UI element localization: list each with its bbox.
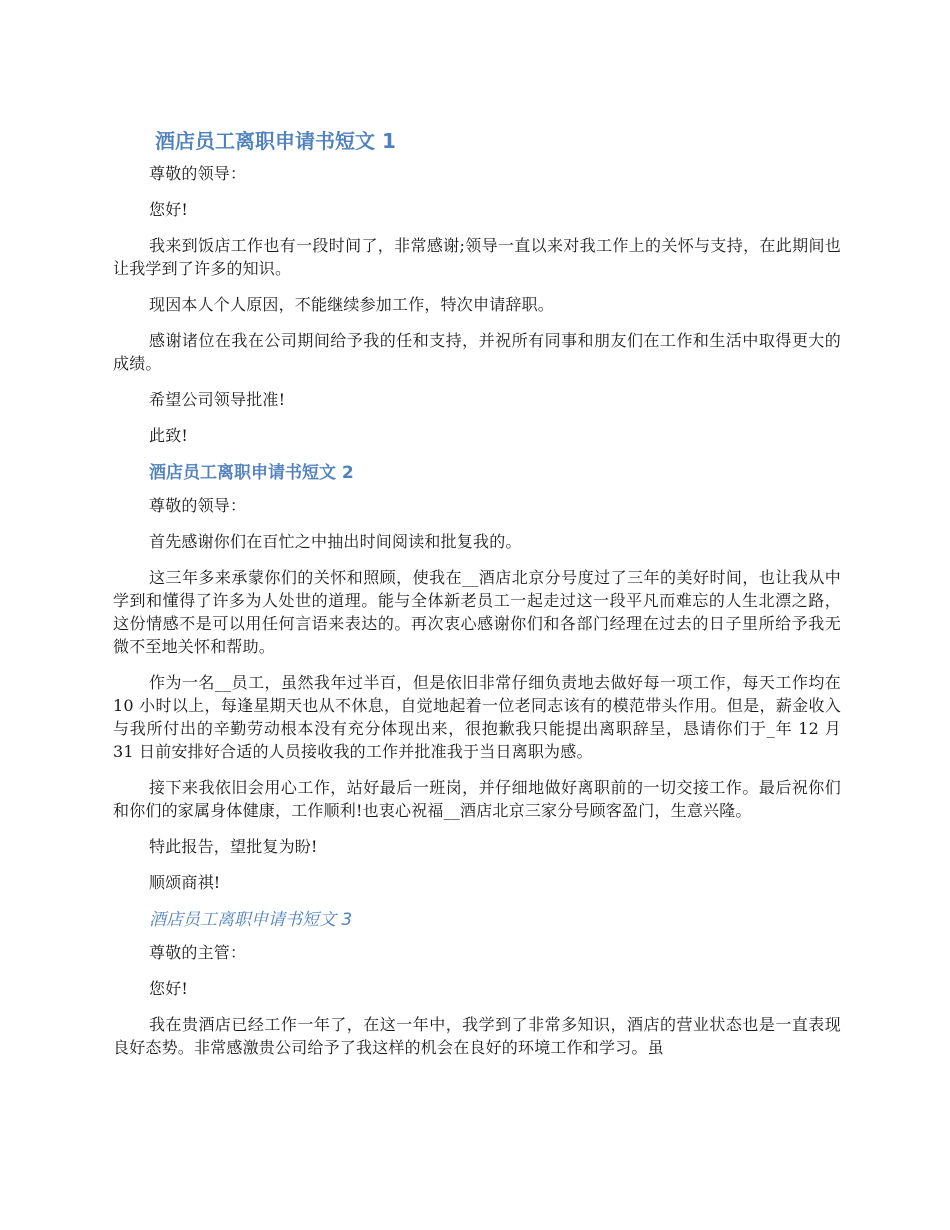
body-paragraph: 感谢诸位在我在公司期间给予我的任和支持，并祝所有同事和朋友们在工作和生活中取得更大的成绩。 (113, 331, 841, 373)
body-paragraph: 首先感谢你们在百忙之中抽出时间阅读和批复我的。 (149, 532, 522, 551)
section-1-title: 酒店员工离职申请书短文 1 (155, 129, 396, 153)
section-2-title: 酒店员工离职申请书短文 2 (149, 463, 354, 483)
body-paragraph: 我在贵酒店已经工作一年了，在这一年中，我学到了非常多知识，酒店的营业状态也是一直表现良好态势。非常感激贵公司给予了我这样的机会在良好的环境工作和学习。虽 (113, 1015, 841, 1057)
body-paragraph: 现因本人个人原因，不能继续参加工作，特次申请辞职。 (149, 295, 555, 314)
salutation: 尊敬的领导： (149, 164, 247, 183)
body-paragraph: 我来到饭店工作也有一段时间了，非常感谢;领导一直以来对我工作上的关怀与支持，在此期间也让我学到了许多的知识。 (113, 236, 841, 278)
body-paragraph: 作为一名__员工，虽然我年过半百，但是依旧非常仔细负责地去做好每一项工作，每天工作均在 10 小时以上，每逢星期天也从不休息，自觉地起着一位老同志该有的模范带头作用。但是，薪金收入与我所付出的辛勤劳动根本没有充分体现出来，很抱歉我只能提出离职辞呈，恳请你们于_年 12 月 31 日前安排好合适的人员接收我的工作并批准我于当日离职为感。 (113, 673, 841, 761)
greeting: 您好! (149, 979, 189, 998)
salutation: 尊敬的主管： (149, 943, 247, 962)
salutation: 尊敬的领导： (149, 496, 247, 515)
body-paragraph: 这三年多来承蒙你们的关怀和照顾，使我在__酒店北京分号度过了三年的美好时间，也让我从中学到和懂得了许多为人处世的道理。能与全体新老员工一起走过这一段平凡而难忘的人生北漂之路，这份情感不是可以用任何言语来表达的。再次衷心感谢你们和各部门经理在过去的日子里所给予我无微不至地关怀和帮助。 (113, 568, 841, 656)
document-content (113, 126, 841, 1072)
closing: 此致! (149, 426, 189, 445)
section-3-title: 酒店员工离职申请书短文 3 (149, 910, 353, 930)
body-paragraph: 希望公司领导批准! (149, 390, 286, 409)
greeting: 您好! (149, 200, 189, 219)
body-paragraph: 特此报告，望批复为盼! (149, 837, 318, 856)
body-paragraph: 接下来我依旧会用心工作，站好最后一班岗，并仔细地做好离职前的一切交接工作。最后祝你们和你们的家属身体健康，工作顺利!也衷心祝福__酒店北京三家分号顾客盈门，生意兴隆。 (113, 778, 841, 820)
closing: 顺颂商祺! (149, 873, 221, 892)
